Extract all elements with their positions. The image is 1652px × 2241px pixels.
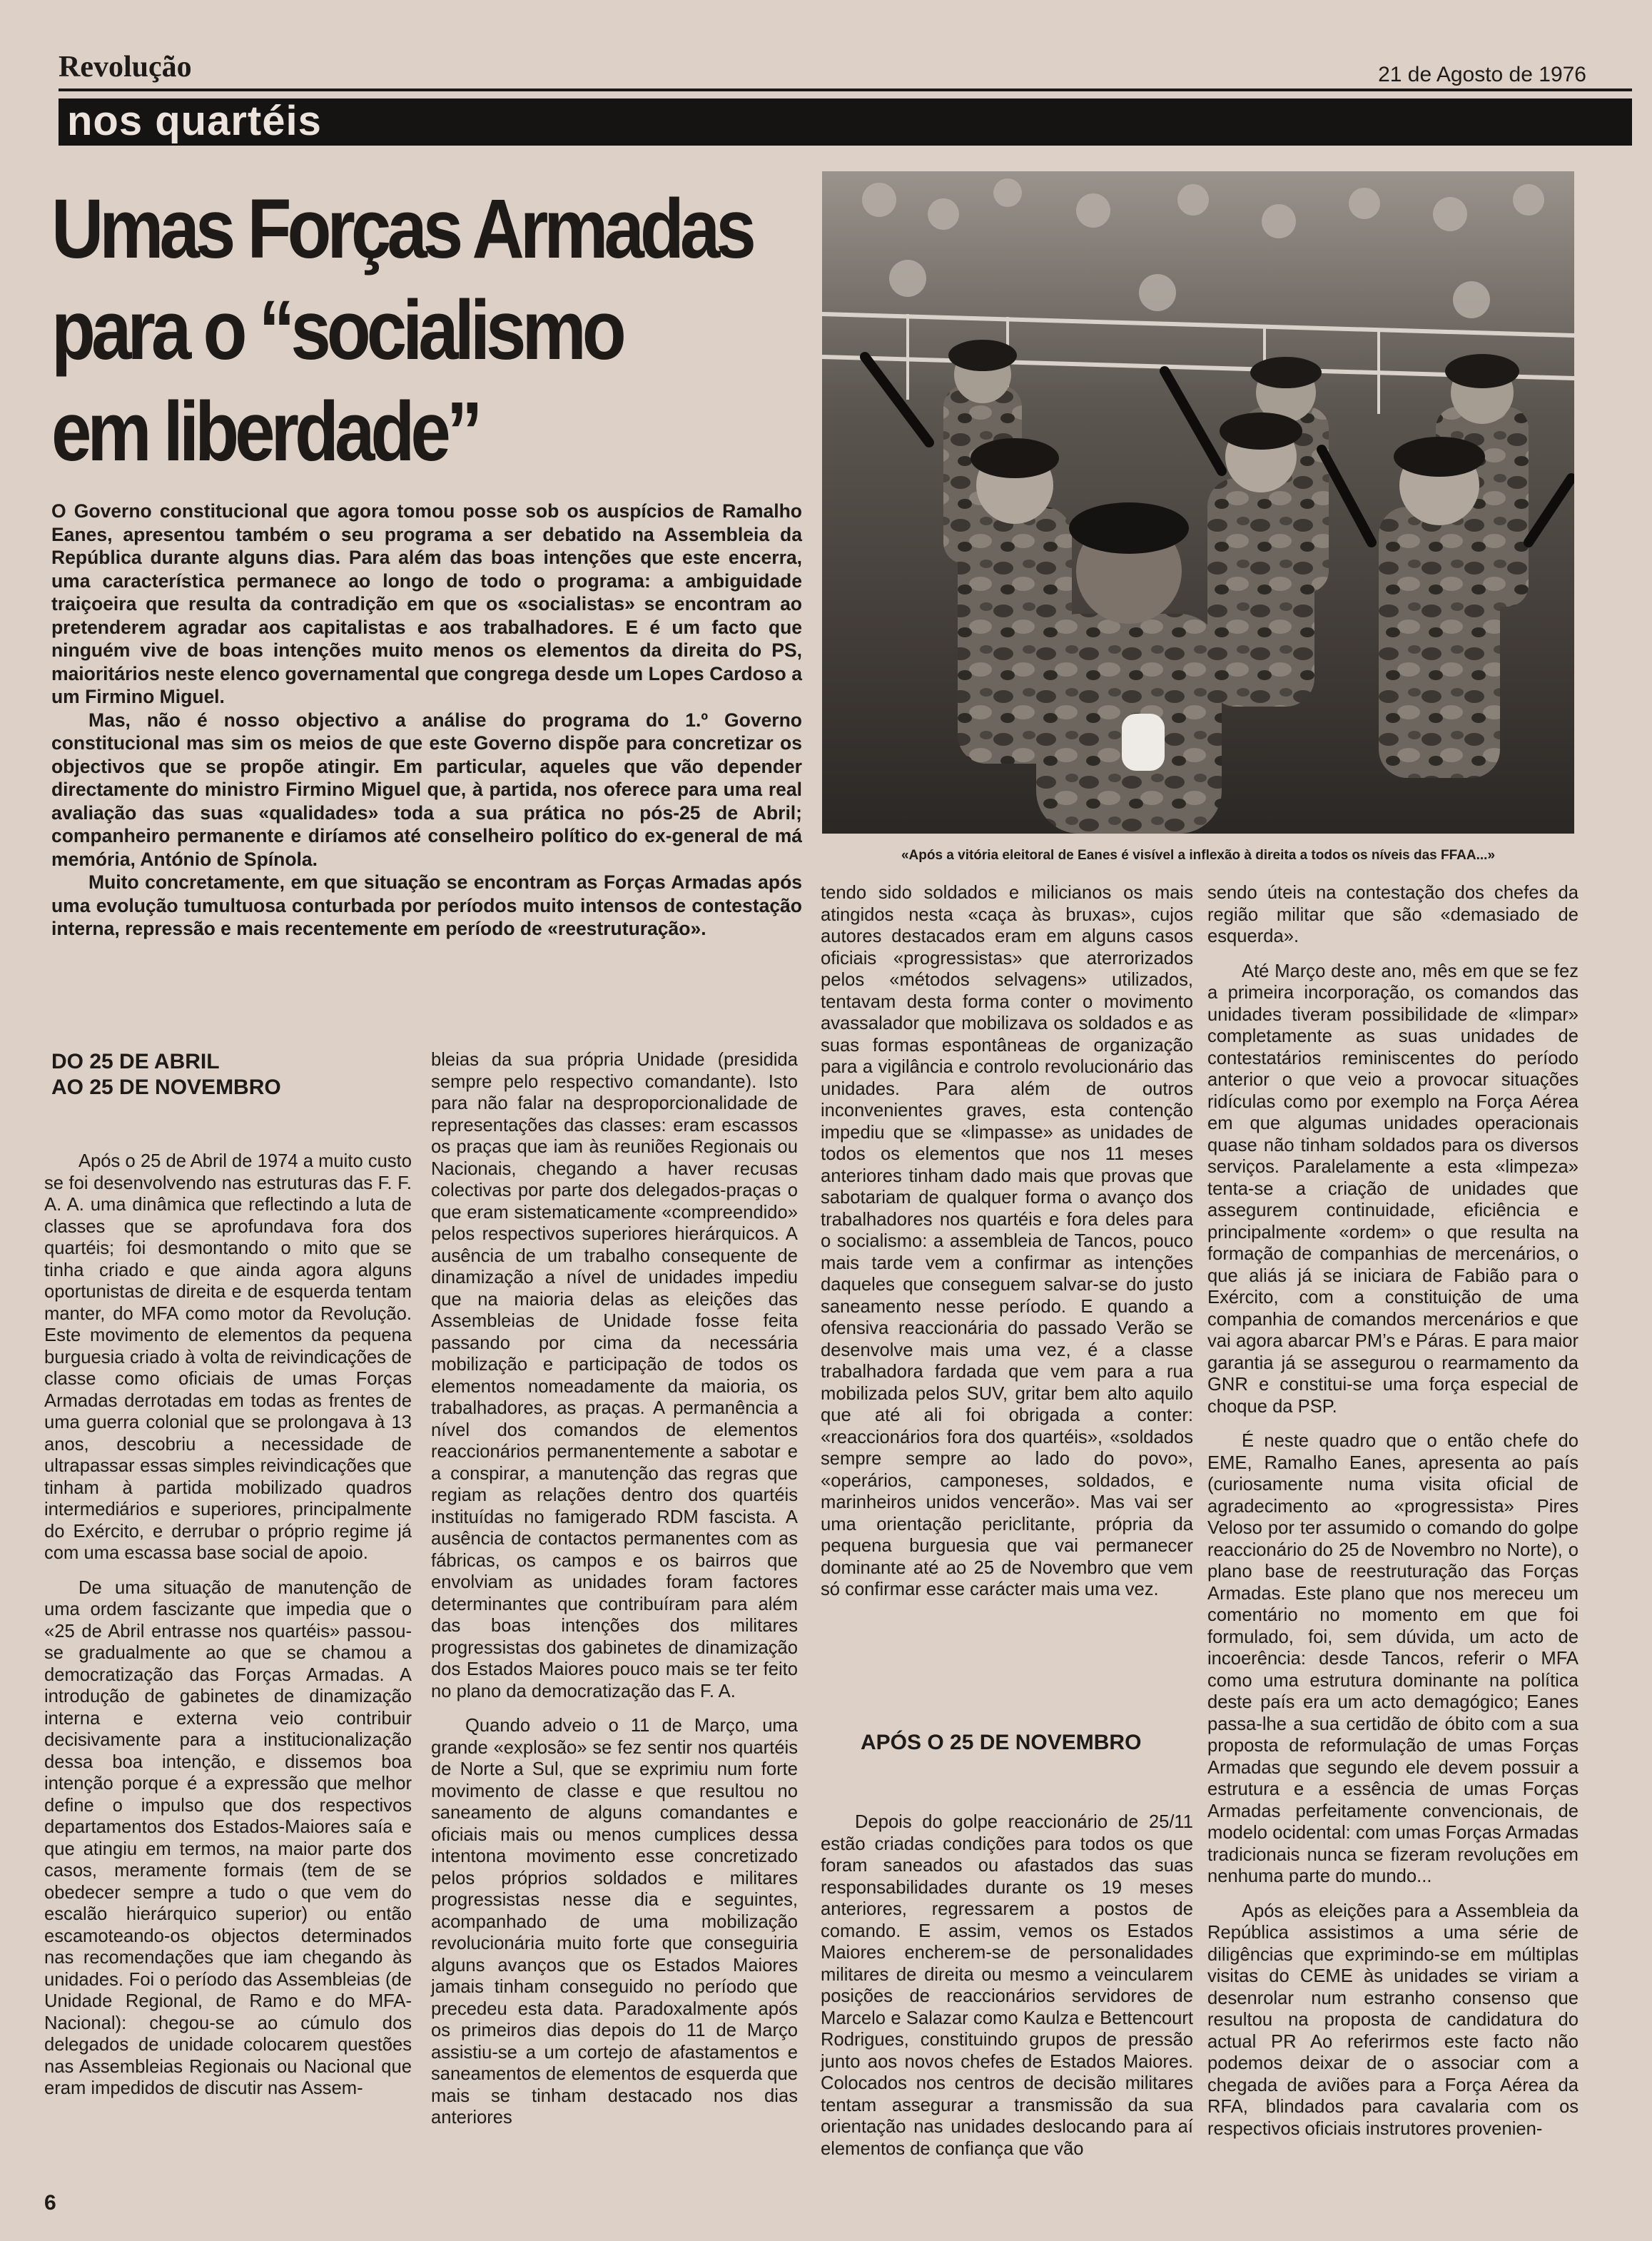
body-paragraph: sendo úteis na contestação dos chefes da região militar que são «demasiado de esquerda».: [1207, 883, 1578, 946]
body-paragraph: Até Março deste ano, mês em que se fez a primeira incorporação, os comandos das unidades tiveram possibilidade de «limpar» completamente as suas unidades de contestatários reminiscentes do período anterior o que veio a provocar situações ridículas como por exemplo na Força Aérea em que algumas unidades operacionais quase não tinham soldados para os diversos serviços. Paralelamente a esta «limpeza» tenta-se a criação de unidades que assegurem continuidade, eficiência e principalmente «ordem» o que resulta na formação de companhias de mercenários, o que aliás já se iniciara de Fabião para o Exército, com a constituição de uma companhia de comandos mercenários e que vai agora abarcar PM’s e Páras. E para maior garantia já se assegurou o rearmamento da GNR e constitui-se uma força especial de choque da PSP.: [1207, 961, 1578, 1417]
column-3: [821, 882, 1193, 1614]
subhead-line: AO 25 DE NOVEMBRO: [51, 1076, 281, 1099]
headline-line-1: Umas Forças Armadas: [51, 182, 752, 276]
section-title: nos quartéis: [67, 98, 322, 144]
photo-illustration: [822, 171, 1574, 834]
body-paragraph: Depois do golpe reaccionário de 25/11 estão criadas condições para todos os que foram saneados ou afastados das suas responsabilidades durante os 19 meses anteriores, regressarem a postos de comando. E assim, vemos os Estados Maiores encherem-se de personalidades militares de direita ou mesmo a veincularem posições de reaccionários servidores de Marcelo e Salazar como Kaulza e Bettencourt Rodrigues, constituindo grupos de pressão junto aos novos chefes de Estados Maiores. Colocados nos centros de decisão militares tentam assegurar a transmissão da sua orientação nas unidades deslocando para aí elementos de confiança que vão: [821, 1812, 1193, 2159]
column-3b: [821, 1811, 1193, 2172]
lead-paragraph: O Governo constitucional que agora tomou posse sob os auspícios de Ramalho Eanes, apresentou também o seu programa a ser debatido na Assembleia da República durante alguns dias. Para além das boas intenções que este encerra, uma característica permanece ao longo de todo o programa: a ambiguidade traiçoeira que resulta da contradição em que os «socialistas» se encontram ao pretenderem agradar aos capitalistas e aos trabalhadores. E é um facto que ninguém vive de boas intenções muito menos os elementos da direita do PS, maioritários neste elenco governamental que congrega desde um Lopes Cardoso a um Firmino Miguel.: [51, 500, 802, 707]
body-paragraph: bleias da sua própria Unidade (presidida sempre pelo respectivo comandante). Isto para não falar na desproporcionalidade de representações das classes: eram escassos os praças que iam às reuniões Regionais ou Nacionais, chegando a haver recusas colectivas por parte dos delegados-praças o que eram sistematicamente «compreendido» pelos respectivos superiores hierárquicos. A ausência de um trabalho consequente de dinamização a nível de unidades impediu que na maioria delas as eleições das Assembleias de Unidade fosse feita passando por cima da necessária mobilização e participação de todos os elementos nomeadamente da maioria, os trabalhadores, as praças. A permanência a nível dos comandos de elementos reaccionários permanentemente a sabotar e a conspirar, a manutenção das regras que regiam as relações dentro dos quartéis instituídas no famigerado RDM fascista. A ausência de contactos permanentes com as fábricas, os campos e os bairros que envolviam as unidades foram factores determinantes que contribuíram para além das boas intenções dos militares progressistas dos gabinetes de dinamização dos Estados Maiores pouco mais se ter feito no plano da democratização das F. A.: [431, 1050, 798, 1701]
subhead-line: DO 25 DE ABRIL: [51, 1050, 220, 1073]
article-lead: [51, 500, 802, 941]
photo-caption: «Após a vitória eleitoral de Eanes é visível a inflexão à direita a todos os níveis das FFAA...»: [901, 848, 1496, 863]
headline-line-3: em liberdade”: [51, 385, 479, 479]
body-paragraph: Após o 25 de Abril de 1974 a muito custo se foi desenvolvendo nas estruturas das F. F. A. A. uma dinâmica que reflectindo a luta de classes que se aprofundava fora dos quartéis; foi desmontando o mito que se tinha criado e que ainda agora alguns oportunistas de direita e de esquerda tentam manter, do MFA como motor da Revolução. Este movimento de elementos da pequena burguesia criado à volta de reivindicações de classe como oficiais de umas Forças Armadas derrotadas em todas as frentes de uma guerra colonial que se prolongava à 13 anos, descobriu a necessidade de ultrapassar essas simples reivindicações que tinham à partida mobilizado quadros intermediários e superiores, principalmente do Exército, e derrubar o próprio regime já com uma escassa base social de apoio.: [44, 1151, 412, 1563]
body-paragraph: Após as eleições para a Assembleia da República assistimos a uma série de diligências que exprimindo-se em múltiplas visitas do CEME às unidades se viriam a desenrolar num estranho consenso que resultou na proposta de candidatura do actual PR Ao referirmos este facto não podemos deixar de o associar com a chegada de aviões para a Força Aérea da RFA, blindados para cavalaria com os respectivos oficiais instrutores provenien-: [1207, 1901, 1578, 2139]
column-4: [1207, 882, 1578, 2153]
headline: [51, 178, 752, 482]
column-2: [431, 1049, 798, 2142]
subhead-25-abril: [51, 1049, 422, 1101]
lead-paragraph: Muito concretamente, em que situação se encontram as Forças Armadas após uma evolução tumultuosa conturbada por períodos muito intensos de contestação interna, repressão e mais recentemente em período de «reestruturação».: [51, 871, 802, 939]
headline-line-2: para o “socialismo: [51, 283, 622, 378]
body-paragraph: Quando adveio o 11 de Março, uma grande «explosão» se fez sentir nos quartéis de Norte a Sul, que se exprimiu num forte movimento de classe e que resultou no saneamento de alguns comandantes e oficiais mais ou menos cumplices dessa intentona movimento esse concretizado pelos próprios soldados e militares progressistas nesse dia e seguintes, acompanhado de uma mobilização revolucionária muito forte que conseguiria alguns avanços que os Estados Maiores jamais tinham conseguido no período que precedeu esta data. Paradoxalmente após os primeiros dias depois do 11 de Março assistiu-se a um cortejo de afastamentos e saneamentos de elementos de esquerda que mais se tinham destacado nos dias anteriores: [431, 1716, 798, 2128]
body-paragraph: De uma situação de manutenção de uma ordem fascizante que impedia que o «25 de Abril entrasse nos quartéis» passou-se gradualmente ao que se chamou a democratização das Forças Armadas. A introdução de gabinetes de dinamização interna e externa veio contribuir decisivamente para a institucionalização dessa boa intenção, e dissemos boa intenção porque é a expressão que melhor define o impulso que dos respectivos departamentos dos Estados-Maiores saía e que atingiu em termos, na maior parte dos casos, meramente formais (tem de se obedecer sempre a tudo o que vem do escalão hierárquico superior) ou então escamoteando-os objectos determinados nas recomendações que iam chegando às unidades. Foi o período das Assembleias (de Unidade Regional, de Ramo e do MFA-Nacional): chegou-se ao cúmulo dos delegados de unidade colocarem questões nas Assembleias Regionais ou Nacional que eram impedidos de discutir nas Assem-: [44, 1577, 412, 2098]
issue-date: 21 de Agosto de 1976: [1378, 63, 1586, 86]
subhead-25-novembro: APÓS O 25 DE NOVEMBRO: [861, 1731, 1142, 1754]
page-number: 6: [44, 2191, 56, 2215]
body-paragraph: É neste quadro que o então chefe do EME, Ramalho Eanes, apresenta ao país (curiosamente numa visita oficial de agradecimento ao «progressista» Pires Veloso por ter assumido o comando do golpe reaccionário do 25 de Novembro no Norte), o plano base de reestruturação das Forças Armadas. Este plano que nos mereceu um comentário no momento em que foi formulado, foi, sem dúvida, um acto de incoerência: desde Tancos, referir o MFA como uma estrutura dominante na política deste país era um acto demagógico; Eanes passa-lhe a sua certidão de óbito com a sua proposta de reformulação de umas Forças Armadas que segundo ele devem possuir a estrutura e a essência de umas Forças Armadas perfeitamente convencionais, de modelo ocidental: com umas Forças Armadas tradicionais nunca se fizeram revoluções em nenhuma parte do mundo...: [1207, 1431, 1578, 1886]
lead-paragraph: Mas, não é nosso objectivo a análise do programa do 1.º Governo constitucional mas sim os meios de que este Governo dispõe para concretizar os objectivos que se propõe atingir. Em particular, aqueles que vão depender directamente do ministro Firmino Miguel que, à partida, nos oferece para uma real avaliação das suas «qualidades» toda a sua prática no pós-25 de Abril; companheiro permanente e diríamos até conselheiro político do ex-general de má memória, António de Spínola.: [51, 709, 802, 870]
column-1: [44, 1150, 412, 2113]
masthead: Revolução: [59, 51, 192, 84]
body-paragraph: tendo sido soldados e milicianos os mais atingidos nesta «caça às bruxas», cujos autores destacados eram em alguns casos oficiais «progressistas» que aterrorizados pelos «métodos selvagens» utilizados, tentavam desta forma conter o movimento avassalador que mobilizava os soldados e as suas formas espontâneas de organização para a vigilância e controlo revolucionário das unidades. Para além de outros inconvenientes graves, esta contenção impediu que se «limpasse» as unidades de todos os elementos que nos 11 meses anteriores tinham dado mais que provas que sabotariam de qualquer forma o avanço dos trabalhadores nos quartéis e fora deles para o socialismo: a assembleia de Tancos, pouco mais tarde vem a confirmar as intenções daqueles que conseguem salvar-se do justo saneamento nesse período. E quando a ofensiva reaccionária do passado Verão se desenvolve mais uma vez, é a classe trabalhadora fardada que vem para a rua mobilizada pelos SUV, gritar bem alto aquilo que até ali foi obrigada a conter: «reaccionários fora dos quartéis», «soldados sempre sempre ao lado do povo», «operários, camponeses, soldados, e marinheiros unidos vencerão». Mas vai ser uma orientação periclitante, própria da pequena burguesia que vai permanecer dominante até ao 25 de Novembro que vem só confirmar esse carácter mais uma vez.: [821, 883, 1193, 1599]
header-rule: [59, 88, 1632, 91]
soldiers-parade-photo: [822, 171, 1574, 834]
